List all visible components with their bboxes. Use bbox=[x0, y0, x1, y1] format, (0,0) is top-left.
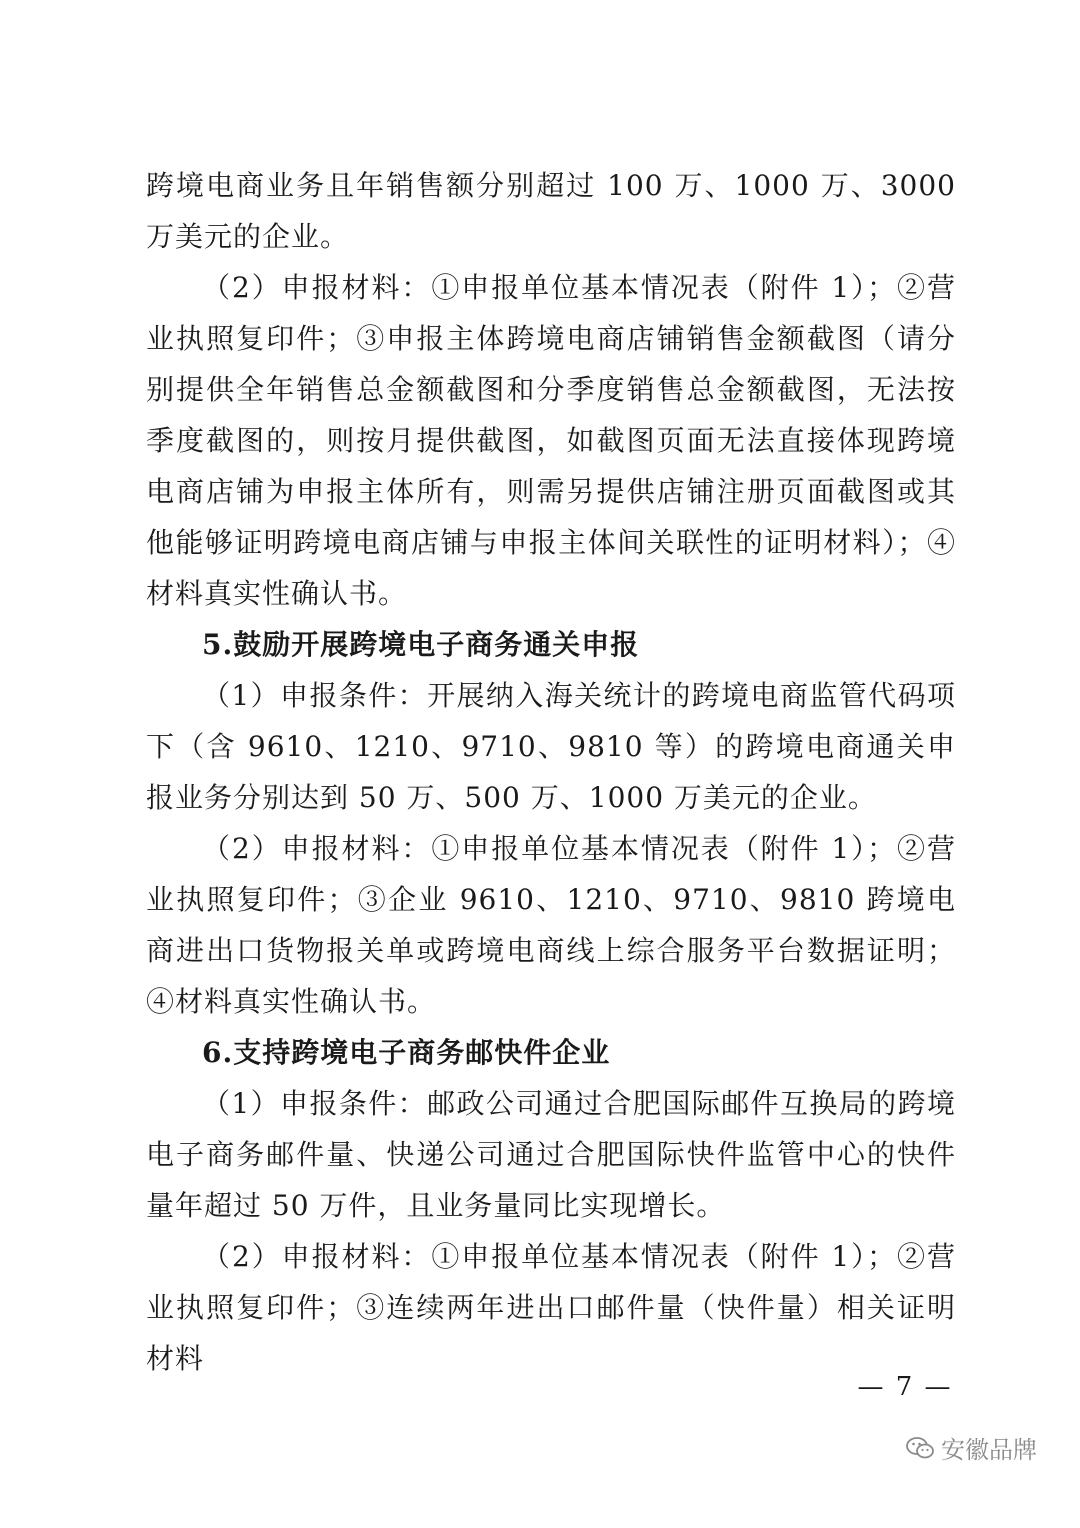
page-number: — 7 — bbox=[857, 1372, 953, 1402]
paragraph: （2）申报材料：①申报单位基本情况表（附件 1）；②营业执照复印件；③企业 9610、1210、9710、9810 跨境电商进出口货物报关单或跨境电商线上综合服务平台数据证明；④材料真实性确认书。 bbox=[146, 832, 956, 1018]
paragraph: （2）申报材料：①申报单位基本情况表（附件 1）；②营业执照复印件；③申报主体跨境电商店铺销售金额截图（请分别提供全年销售总金额截图和分季度销售总金额截图，无法按季度截图的，则按月提供截图，如截图页面无法直接体现跨境电商店铺为申报主体所有，则需另提供店铺注册页面截图或其他能够证明跨境电商店铺与申报主体间关联性的证明材料）；④材料真实性确认书。 bbox=[146, 271, 956, 610]
document-body bbox=[146, 160, 956, 1384]
section-heading: 5.鼓励开展跨境电子商务通关申报 bbox=[202, 628, 640, 661]
watermark-label: 安徽品牌 bbox=[941, 1436, 1037, 1464]
paragraph: （1）申报条件：开展纳入海关统计的跨境电商监管代码项下（含 9610、1210、9710、9810 等）的跨境电商通关申报业务分别达到 50 万、500 万、1000 万美元的企业。 bbox=[146, 679, 956, 814]
paragraph: （1）申报条件：邮政公司通过合肥国际邮件互换局的跨境电子商务邮件量、快递公司通过合肥国际快件监管中心的快件量年超过 50 万件，且业务量同比实现增长。 bbox=[146, 1087, 956, 1222]
paragraph: 跨境电商业务且年销售额分别超过 100 万、1000 万、3000 万美元的企业。 bbox=[146, 169, 956, 253]
paragraph: （2）申报材料：①申报单位基本情况表（附件 1）；②营业执照复印件；③连续两年进出口邮件量（快件量）相关证明材料 bbox=[146, 1240, 956, 1375]
wechat-icon bbox=[905, 1435, 935, 1461]
watermark bbox=[905, 1430, 1037, 1465]
section-heading: 6.支持跨境电子商务邮快件企业 bbox=[202, 1036, 611, 1069]
